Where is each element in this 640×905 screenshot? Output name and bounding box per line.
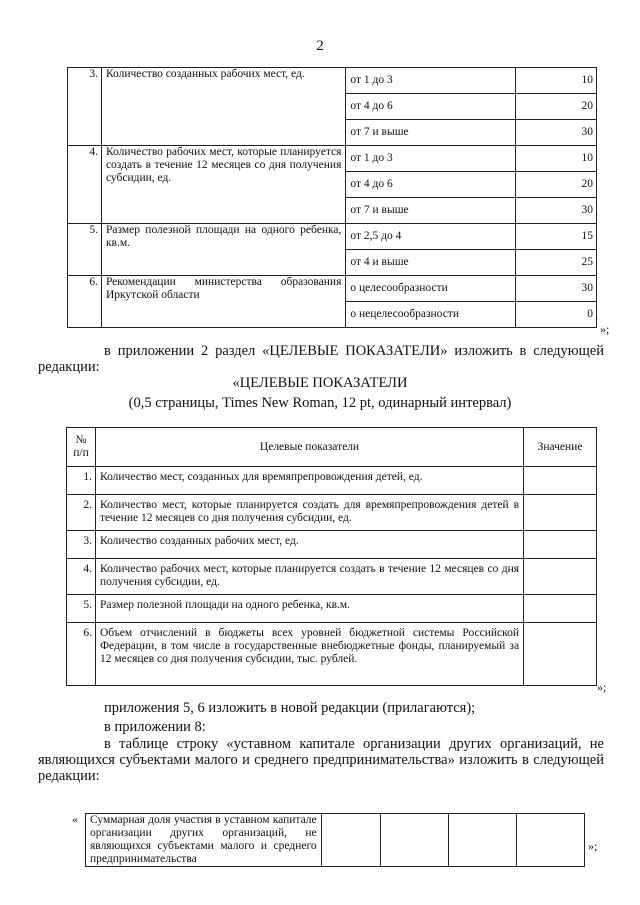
header-value: Значение: [524, 428, 597, 467]
criteria-name: Количество созданных рабочих мест, ед.: [101, 68, 345, 146]
indicator-row: [67, 559, 597, 595]
indicator-row: [67, 595, 597, 623]
indicator-row: [67, 623, 597, 686]
criteria-points: 25: [516, 250, 597, 276]
criteria-name: Количество рабочих мест, которые планируется создать в течение 12 месяцев со дня получения субсидии, ед.: [101, 146, 345, 224]
indicator-number: 5.: [67, 595, 96, 623]
section-subtitle: (0,5 страницы, Times New Roman, 12 pt, одинарный интервал): [128, 395, 512, 411]
criteria-points: 0: [516, 302, 597, 328]
criteria-points: 10: [516, 146, 597, 172]
page-number: 2: [316, 38, 324, 54]
indicator-value: [524, 467, 597, 495]
section-title: «ЦЕЛЕВЫЕ ПОКАЗАТЕЛИ: [232, 375, 408, 391]
indicator-number: 4.: [67, 559, 96, 595]
indicator-value: [524, 495, 597, 531]
table3-closing-mark: »;: [588, 839, 598, 853]
indicator-row: [67, 531, 597, 559]
criteria-name: Рекомендации министерства образования Иркутской области: [101, 276, 345, 328]
indicator-text: Количество мест, которые планируется создать для времяпрепровождения детей в течение 12 месяцев со дня получения субсидии, ед.: [95, 495, 523, 531]
criteria-condition: от 7 и выше: [346, 198, 516, 224]
criteria-points: 15: [516, 224, 597, 250]
indicator-value: [524, 595, 597, 623]
criteria-row: [68, 68, 597, 94]
criteria-row: [68, 224, 597, 250]
criteria-condition: от 2,5 до 4: [346, 224, 516, 250]
share-table: [85, 813, 585, 867]
share-text: Суммарная доля участия в уставном капитале организации других организаций, не являющихся субъектами малого и среднего предпринимательства: [86, 814, 322, 867]
header-indicator: Целевые показатели: [95, 428, 523, 467]
criteria-points: 20: [516, 172, 597, 198]
criteria-row: [68, 276, 597, 302]
criteria-condition: о целесообразности: [346, 276, 516, 302]
criteria-table: [67, 67, 597, 328]
share-cell-1: [321, 814, 381, 867]
criteria-row: [68, 146, 597, 172]
paragraph-appendices-5-6: приложения 5, 6 изложить в новой редакции (прилагаются);: [104, 700, 476, 716]
criteria-condition: от 4 и выше: [346, 250, 516, 276]
indicators-table: [66, 427, 597, 686]
paragraph-table-row: в таблице строку «уставном капитале организации других организаций, не являющихся субъектами малого и среднего предпринимательства» изложить в следующей редакции:: [38, 736, 604, 784]
table1-closing-mark: »;: [600, 322, 610, 336]
criteria-number: 5.: [68, 224, 102, 276]
criteria-points: 30: [516, 198, 597, 224]
indicator-text: Количество рабочих мест, которые планируется создать в течение 12 месяцев со дня получения субсидии, ед.: [95, 559, 523, 595]
indicator-number: 3.: [67, 531, 96, 559]
share-cell-2: [381, 814, 449, 867]
indicator-text: Объем отчислений в бюджеты всех уровней бюджетной системы Российской Федерации, в том числе в государственные внебюджетные фонды, планируемый за 12 месяцев со дня получения субсидии, тыс. рублей.: [95, 623, 523, 686]
indicator-value: [524, 531, 597, 559]
indicator-value: [524, 623, 597, 686]
criteria-condition: от 1 до 3: [346, 68, 516, 94]
table2-closing-mark: »;: [597, 680, 607, 694]
header-num: № п/п: [67, 428, 96, 467]
criteria-condition: от 1 до 3: [346, 146, 516, 172]
indicator-value: [524, 559, 597, 595]
indicator-text: Размер полезной площади на одного ребенка, кв.м.: [95, 595, 523, 623]
table3-open-mark: «: [72, 812, 78, 826]
paragraph-appendix-8: в приложении 8:: [104, 719, 206, 735]
share-cell-4: [517, 814, 585, 867]
criteria-points: 20: [516, 94, 597, 120]
indicator-number: 1.: [67, 467, 96, 495]
criteria-name: Размер полезной площади на одного ребенка, кв.м.: [101, 224, 345, 276]
criteria-points: 30: [516, 120, 597, 146]
criteria-number: 3.: [68, 68, 102, 146]
share-cell-3: [449, 814, 517, 867]
paragraph-appendix-2: в приложении 2 раздел «ЦЕЛЕВЫЕ ПОКАЗАТЕЛИ» изложить в следующей редакции:: [38, 343, 604, 375]
indicator-number: 2.: [67, 495, 96, 531]
criteria-condition: от 7 и выше: [346, 120, 516, 146]
indicator-number: 6.: [67, 623, 96, 686]
criteria-number: 6.: [68, 276, 102, 328]
indicator-row: [67, 467, 597, 495]
criteria-condition: от 4 до 6: [346, 172, 516, 198]
criteria-number: 4.: [68, 146, 102, 224]
criteria-condition: о нецелесообразности: [346, 302, 516, 328]
criteria-points: 30: [516, 276, 597, 302]
criteria-condition: от 4 до 6: [346, 94, 516, 120]
criteria-points: 10: [516, 68, 597, 94]
indicator-row: [67, 495, 597, 531]
indicator-text: Количество созданных рабочих мест, ед.: [95, 531, 523, 559]
indicator-text: Количество мест, созданных для времяпрепровождения детей, ед.: [95, 467, 523, 495]
